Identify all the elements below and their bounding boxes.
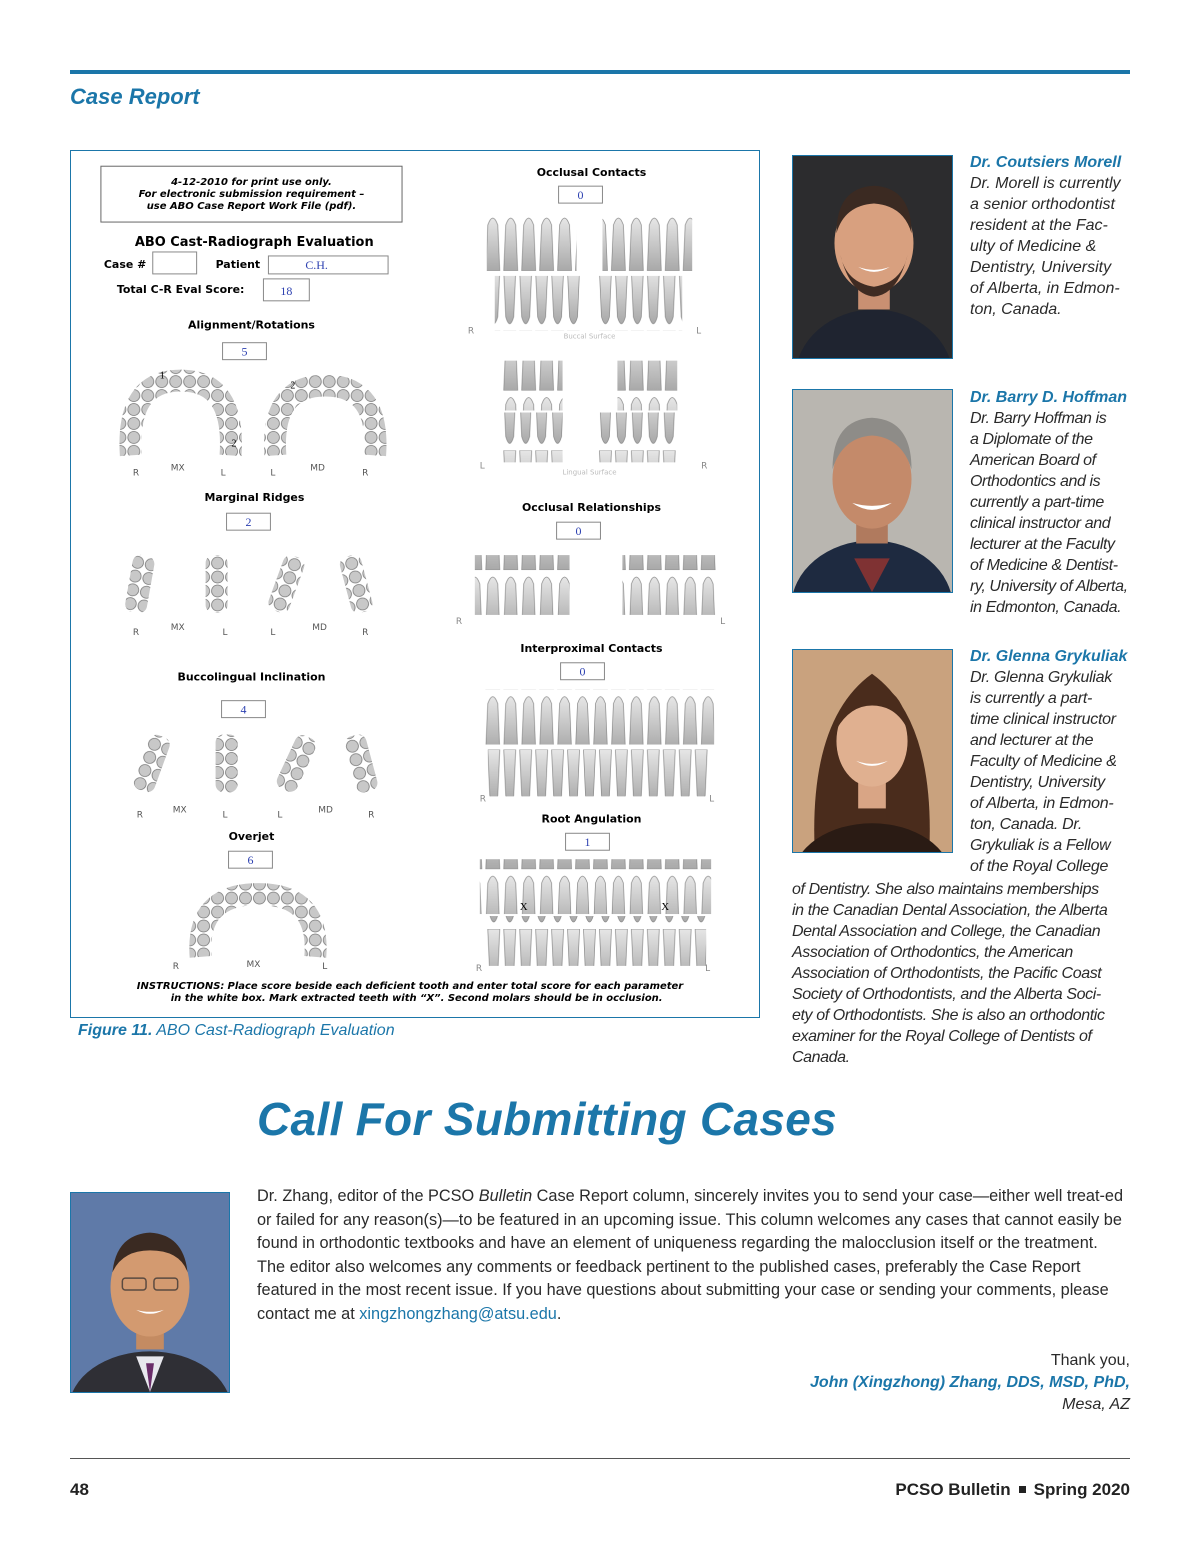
bio-line: ton, Canada. (970, 301, 1062, 318)
maxillary-arch-drawing (130, 381, 231, 456)
bio-text-morell (970, 173, 1121, 320)
surface-marker: R (455, 616, 463, 627)
call-body-intro: Dr. Zhang, editor of the PCSO (257, 1187, 479, 1205)
bio-line: Dr. Barry Hoffman is (970, 410, 1107, 427)
bio-line: Grykuliak is a Fellow (970, 837, 1111, 854)
bio-line: lecturer at the Faculty (970, 536, 1115, 553)
buccolingual-value: 4 (240, 702, 247, 717)
occlusal-upper-right-teeth (487, 216, 577, 276)
occlusal-relationships-label: Occlusal Relationships (521, 501, 662, 515)
overjet-label: Overjet (228, 830, 275, 844)
buccolingual-markers (137, 805, 375, 820)
occlusal-lingual-upper-left (617, 361, 677, 411)
surface-marker: L (479, 461, 485, 472)
surface-marker: L (705, 963, 711, 974)
svg-text:R: R (136, 810, 144, 821)
notice-line-3: use ABO Case Report Work File (pdf). (146, 201, 357, 213)
bio-line: clinical instructor and (970, 515, 1111, 532)
svg-text:L: L (222, 810, 228, 821)
surface-marker: R (479, 794, 487, 805)
extraction-mark: X (661, 901, 670, 914)
bio-line: resident at the Fac- (970, 217, 1108, 234)
footer-publication (895, 1480, 1130, 1500)
bio-line: of Alberta, in Edmon- (970, 795, 1114, 812)
tooth-score: 1 (159, 370, 165, 382)
occlusal-lingual-upper-right (503, 361, 563, 411)
publication-name: PCSO Bulletin (895, 1480, 1011, 1499)
bio-line: Dr. Morell is currently (970, 175, 1121, 192)
bio-line: Society of Orthodontists, and the Alberta Soci- (792, 986, 1101, 1003)
photo-morell (792, 155, 953, 359)
tooth-score: 2 (231, 438, 237, 450)
patient-label: Patient (215, 257, 261, 271)
bio-line: time clinical instructor (970, 711, 1116, 728)
svg-text:L: L (222, 627, 228, 638)
notice-box (101, 166, 402, 222)
bio-line: Dr. Glenna Grykuliak (970, 669, 1112, 686)
instructions-line-1: Place score beside each deficient tooth and enter total score for each parameter (227, 980, 684, 992)
bio-line: ton, Canada. Dr. (970, 816, 1083, 833)
svg-text:L: L (220, 468, 226, 479)
svg-text:MD: MD (318, 805, 333, 816)
lingual-surface-label: Lingual Surface (562, 468, 617, 477)
bio-line: Association of Orthodontics, the American (792, 944, 1073, 961)
case-label: Case # (103, 257, 147, 271)
bio-line: Canada. (792, 1049, 850, 1066)
bulletin-title: Bulletin (478, 1187, 533, 1205)
notice-line-2: For electronic submission requirement – (138, 189, 365, 201)
bio-name-grykuliak: Dr. Glenna Grykuliak (970, 648, 1128, 665)
bio-line: of the Royal College (970, 858, 1109, 875)
relationship-right-teeth (475, 555, 570, 615)
svg-text:MX: MX (170, 622, 185, 633)
occlusal-lower-left-teeth (597, 276, 682, 331)
interproximal-value: 0 (579, 664, 586, 679)
call-body-end: . (556, 1304, 562, 1323)
svg-text:L: L (270, 468, 276, 479)
occlusal-lingual-lower-left (597, 412, 677, 462)
bio-line: of Medicine & Dentist- (970, 557, 1118, 574)
call-body (257, 1185, 1130, 1326)
marginal-markers (133, 623, 369, 638)
marginal-value: 2 (245, 515, 252, 530)
case-field (153, 252, 197, 274)
tooth-score: 2 (290, 380, 296, 392)
bio-line: a senior orthodontist (970, 196, 1115, 213)
footer-rule (70, 1458, 1130, 1459)
alignment-label: Alignment/Rotations (188, 318, 315, 332)
alignment-value: 5 (241, 344, 248, 359)
occlusal-lingual-lower-right (503, 412, 563, 462)
bio-line: and lecturer at the (970, 732, 1094, 749)
bio-line: Orthodontics and is (970, 473, 1101, 490)
bio-text-grykuliak-continued (792, 879, 1132, 1068)
root-upper-teeth (480, 859, 711, 914)
call-title: Call For Submitting Cases (257, 1093, 838, 1145)
svg-text:L: L (322, 961, 328, 972)
svg-text:R: R (132, 627, 140, 638)
svg-text:L: L (277, 810, 283, 821)
figure-caption (78, 1022, 395, 1040)
root-angulation-label: Root Angulation (541, 812, 642, 826)
signoff-location: Mesa, AZ (1062, 1396, 1130, 1413)
surface-marker: L (709, 794, 715, 805)
interproximal-lower-teeth (488, 747, 709, 797)
bio-line: Association of Orthodontists, the Pacific Coast (792, 965, 1102, 982)
total-value: 18 (280, 283, 293, 298)
buccal-surface-label: Buccal Surface (563, 332, 616, 341)
notice-line-1: 4-12-2010 for print use only. (171, 177, 332, 189)
bio-line: a Diplomate of the (970, 431, 1093, 448)
photo-hoffman (792, 389, 953, 593)
bio-line: examiner for the Royal College of Dentists of (792, 1028, 1092, 1045)
bio-line: of Alberta, in Edmon- (970, 280, 1120, 297)
bio-line: Faculty of Medicine & (970, 753, 1117, 770)
occlusal-contacts-value: 0 (577, 188, 584, 203)
bio-name-morell: Dr. Coutsiers Morell (970, 154, 1122, 171)
overjet-arch-drawing (200, 894, 315, 957)
overjet-value: 6 (247, 853, 254, 868)
signoff-thanks: Thank you, (1050, 1352, 1130, 1369)
total-label: Total C-R Eval Score: (116, 282, 245, 296)
bio-line: Dental Association and College, the Canadian (792, 923, 1101, 940)
surface-marker: L (720, 616, 726, 627)
instructions-label: INSTRUCTIONS: (136, 980, 225, 992)
arch-markers (133, 463, 369, 478)
issue-name: Spring 2020 (1033, 1480, 1130, 1499)
page-number: 48 (70, 1480, 89, 1499)
bio-text-grykuliak (970, 667, 1117, 877)
relationship-left-teeth (622, 555, 717, 615)
section-label: Case Report (70, 84, 200, 109)
bio-line: Dentistry, University (970, 774, 1105, 791)
bio-line: in the Canadian Dental Association, the Alberta (792, 902, 1108, 919)
svg-text:L: L (270, 627, 276, 638)
occlusal-contacts-label: Occlusal Contacts (536, 166, 647, 180)
figure-title: ABO Cast-Radiograph Evaluation (134, 234, 374, 250)
bio-line: ulty of Medicine & (970, 238, 1097, 255)
svg-text:R: R (132, 468, 140, 479)
signoff-name: John (Xingzhong) Zhang, DDS, MSD, PhD, (810, 1374, 1130, 1391)
surface-marker: L (696, 326, 702, 337)
svg-text:MD: MD (312, 622, 327, 633)
bio-line: Dentistry, University (970, 259, 1112, 276)
marginal-label: Marginal Ridges (204, 491, 305, 505)
bio-line: ety of Orthodontists. She is also an orthodontic (792, 1007, 1105, 1024)
bio-name-hoffman: Dr. Barry D. Hoffman (970, 389, 1128, 406)
svg-text:R: R (172, 961, 179, 972)
figure-caption-text: ABO Cast-Radiograph Evaluation (156, 1022, 395, 1039)
occlusal-lower-right-teeth (495, 276, 580, 331)
svg-text:MX: MX (172, 805, 187, 816)
bio-line: is currently a part- (970, 690, 1093, 707)
occlusal-upper-left-teeth (602, 216, 692, 276)
photo-zhang (70, 1192, 230, 1393)
svg-text:MX: MX (170, 463, 185, 474)
marginal-teeth-drawing (124, 553, 374, 615)
separator-square-icon (1019, 1486, 1026, 1493)
svg-text:MX: MX (246, 959, 261, 970)
buccolingual-teeth-drawing (132, 733, 380, 795)
call-body-text: Case Report column, sincerely invites you to send your case—either well treat-ed or failed for any reason(s)—to be featured in an upcoming issue. This column welcomes any cases that cannot easily be found in orthodontic textbooks and have an element of uniqueness regarding the malocclusion itself or the treatment. The editor also welcomes any comments or feedback pertinent to the published cases, preferably the Case Report featured in the most recent issue. If you have questions about submitting your case or sending your comments, please contact me at (257, 1187, 1124, 1323)
interproximal-label: Interproximal Contacts (520, 641, 663, 655)
surface-marker: R (467, 326, 475, 337)
patient-field (268, 256, 388, 274)
photo-grykuliak (792, 649, 953, 853)
svg-text:R: R (362, 468, 369, 479)
svg-text:MD: MD (310, 463, 325, 474)
interproximal-upper-teeth (483, 690, 714, 745)
bio-text-hoffman (970, 408, 1128, 618)
bio-line: in Edmonton, Canada. (970, 599, 1122, 616)
root-lower-teeth (485, 916, 706, 966)
bio-line: American Board of (970, 452, 1096, 469)
svg-text:R: R (362, 627, 369, 638)
top-rule (70, 70, 1130, 74)
surface-marker: R (701, 461, 708, 472)
figure-caption-label: Figure 11. (78, 1022, 153, 1039)
extraction-mark: X (519, 901, 528, 914)
occlusal-relationships-value: 0 (575, 524, 582, 539)
bio-line: ry, University of Alberta, (970, 578, 1128, 595)
overjet-markers (173, 960, 328, 972)
bio-line: currently a part-time (970, 494, 1104, 511)
bio-line: of Dentistry. She also maintains memberships (792, 881, 1099, 898)
svg-text:R: R (368, 810, 375, 821)
buccolingual-label: Buccolingual Inclination (177, 670, 326, 684)
surface-marker: R (475, 963, 483, 974)
contact-email-link[interactable]: xingzhongzhang@atsu.edu (359, 1304, 557, 1323)
patient-value: C.H. (305, 257, 328, 272)
root-angulation-value: 1 (584, 835, 591, 850)
mandibular-arch-drawing (275, 386, 376, 456)
instructions-line-2: in the white box. Mark extracted teeth with “X”. Second molars should be in occlusion. (170, 992, 663, 1004)
abo-evaluation-figure (70, 150, 760, 1018)
